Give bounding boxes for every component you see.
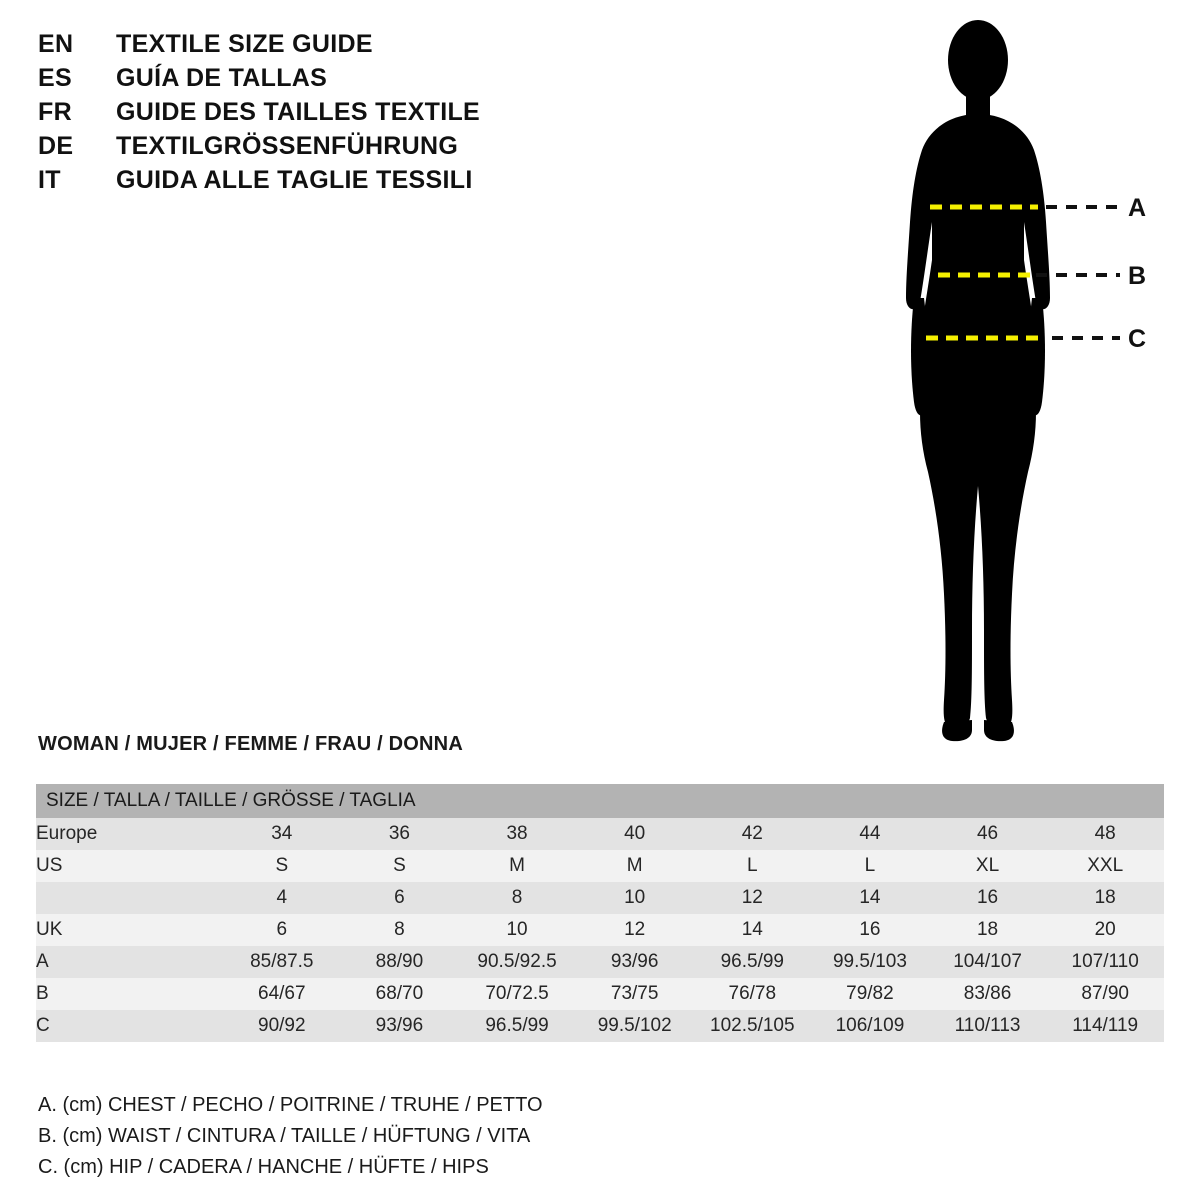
table-header-label: SIZE / TALLA / TAILLE / GRÖSSE / TAGLIA: [36, 784, 1164, 818]
table-row-us: [36, 850, 1164, 882]
cell-b-5: 79/82: [811, 978, 929, 1010]
row-label-uk: UK: [36, 914, 223, 946]
figure-area: [860, 10, 1190, 750]
cell-usnum-1: 6: [341, 882, 459, 914]
cell-europe-3: 40: [576, 818, 694, 850]
cell-usnum-6: 16: [929, 882, 1047, 914]
cell-uk-4: 14: [693, 914, 811, 946]
table-header-row: [36, 784, 1164, 818]
cell-c-3: 99.5/102: [576, 1010, 694, 1042]
cell-b-7: 87/90: [1046, 978, 1164, 1010]
cell-usnum-5: 14: [811, 882, 929, 914]
table-row-c: [36, 1010, 1164, 1042]
cell-a-2: 90.5/92.5: [458, 946, 576, 978]
row-label-us: US: [36, 850, 223, 882]
cell-europe-6: 46: [929, 818, 1047, 850]
cell-a-4: 96.5/99: [693, 946, 811, 978]
row-label-a: A: [36, 946, 223, 978]
cell-a-6: 104/107: [929, 946, 1047, 978]
cell-us-5: L: [811, 850, 929, 882]
title-row-de: [38, 132, 598, 166]
title-lang-de: DE: [38, 132, 74, 160]
cell-us-0: S: [223, 850, 341, 882]
hip-marker-label: C: [1128, 325, 1147, 353]
cell-uk-5: 16: [811, 914, 929, 946]
cell-b-1: 68/70: [341, 978, 459, 1010]
cell-a-5: 99.5/103: [811, 946, 929, 978]
cell-usnum-0: 4: [223, 882, 341, 914]
title-row-en: [38, 30, 598, 64]
title-lang-it: IT: [38, 166, 61, 194]
cell-b-2: 70/72.5: [458, 978, 576, 1010]
cell-europe-5: 44: [811, 818, 929, 850]
title-row-it: [38, 166, 598, 200]
cell-uk-0: 6: [223, 914, 341, 946]
title-text-it: GUIDA ALLE TAGLIE TESSILI: [116, 166, 473, 194]
table-row-us-numeric: [36, 882, 1164, 914]
table-row-b: [36, 978, 1164, 1010]
cell-b-6: 83/86: [929, 978, 1047, 1010]
legend: [38, 1090, 738, 1183]
cell-usnum-7: 18: [1046, 882, 1164, 914]
title-lang-es: ES: [38, 64, 72, 92]
cell-us-4: L: [693, 850, 811, 882]
cell-us-2: M: [458, 850, 576, 882]
cell-c-2: 96.5/99: [458, 1010, 576, 1042]
cell-europe-0: 34: [223, 818, 341, 850]
cell-uk-7: 20: [1046, 914, 1164, 946]
cell-europe-4: 42: [693, 818, 811, 850]
title-row-fr: [38, 98, 598, 132]
cell-b-3: 73/75: [576, 978, 694, 1010]
cell-a-7: 107/110: [1046, 946, 1164, 978]
cell-us-1: S: [341, 850, 459, 882]
cell-europe-1: 36: [341, 818, 459, 850]
cell-usnum-4: 12: [693, 882, 811, 914]
woman-silhouette-icon: [860, 10, 1190, 750]
row-label-c: C: [36, 1010, 223, 1042]
cell-us-3: M: [576, 850, 694, 882]
cell-c-6: 110/113: [929, 1010, 1047, 1042]
title-text-es: GUÍA DE TALLAS: [116, 64, 328, 92]
title-lang-en: EN: [38, 30, 74, 58]
title-block: [38, 30, 598, 200]
table-row-uk: [36, 914, 1164, 946]
table-row-a: [36, 946, 1164, 978]
title-text-en: TEXTILE SIZE GUIDE: [116, 30, 373, 58]
cell-b-0: 64/67: [223, 978, 341, 1010]
title-text-de: TEXTILGRÖSSENFÜHRUNG: [116, 132, 459, 160]
legend-line-c: C. (cm) HIP / CADERA / HANCHE / HÜFTE / HIPS: [38, 1156, 489, 1178]
cell-c-5: 106/109: [811, 1010, 929, 1042]
table-row-europe: [36, 818, 1164, 850]
waist-marker-label: B: [1128, 262, 1147, 290]
legend-line-a: A. (cm) CHEST / PECHO / POITRINE / TRUHE / PETTO: [38, 1094, 543, 1116]
section-heading: WOMAN / MUJER / FEMME / FRAU / DONNA: [38, 733, 463, 755]
cell-a-3: 93/96: [576, 946, 694, 978]
cell-c-0: 90/92: [223, 1010, 341, 1042]
size-table: [36, 784, 1164, 1042]
cell-uk-3: 12: [576, 914, 694, 946]
cell-b-4: 76/78: [693, 978, 811, 1010]
cell-europe-2: 38: [458, 818, 576, 850]
title-row-es: [38, 64, 598, 98]
cell-us-7: XXL: [1046, 850, 1164, 882]
cell-usnum-3: 10: [576, 882, 694, 914]
cell-europe-7: 48: [1046, 818, 1164, 850]
cell-uk-2: 10: [458, 914, 576, 946]
title-text-fr: GUIDE DES TAILLES TEXTILE: [116, 98, 481, 126]
cell-uk-6: 18: [929, 914, 1047, 946]
chest-marker-label: A: [1128, 194, 1147, 222]
legend-line-b: B. (cm) WAIST / CINTURA / TAILLE / HÜFTUNG / VITA: [38, 1125, 531, 1147]
cell-uk-1: 8: [341, 914, 459, 946]
row-label-b: B: [36, 978, 223, 1010]
cell-a-0: 85/87.5: [223, 946, 341, 978]
cell-usnum-2: 8: [458, 882, 576, 914]
cell-us-6: XL: [929, 850, 1047, 882]
title-lang-fr: FR: [38, 98, 72, 126]
cell-c-7: 114/119: [1046, 1010, 1164, 1042]
cell-c-4: 102.5/105: [693, 1010, 811, 1042]
cell-c-1: 93/96: [341, 1010, 459, 1042]
row-label-europe: Europe: [36, 818, 223, 850]
row-label-us-numeric: [36, 882, 223, 914]
cell-a-1: 88/90: [341, 946, 459, 978]
